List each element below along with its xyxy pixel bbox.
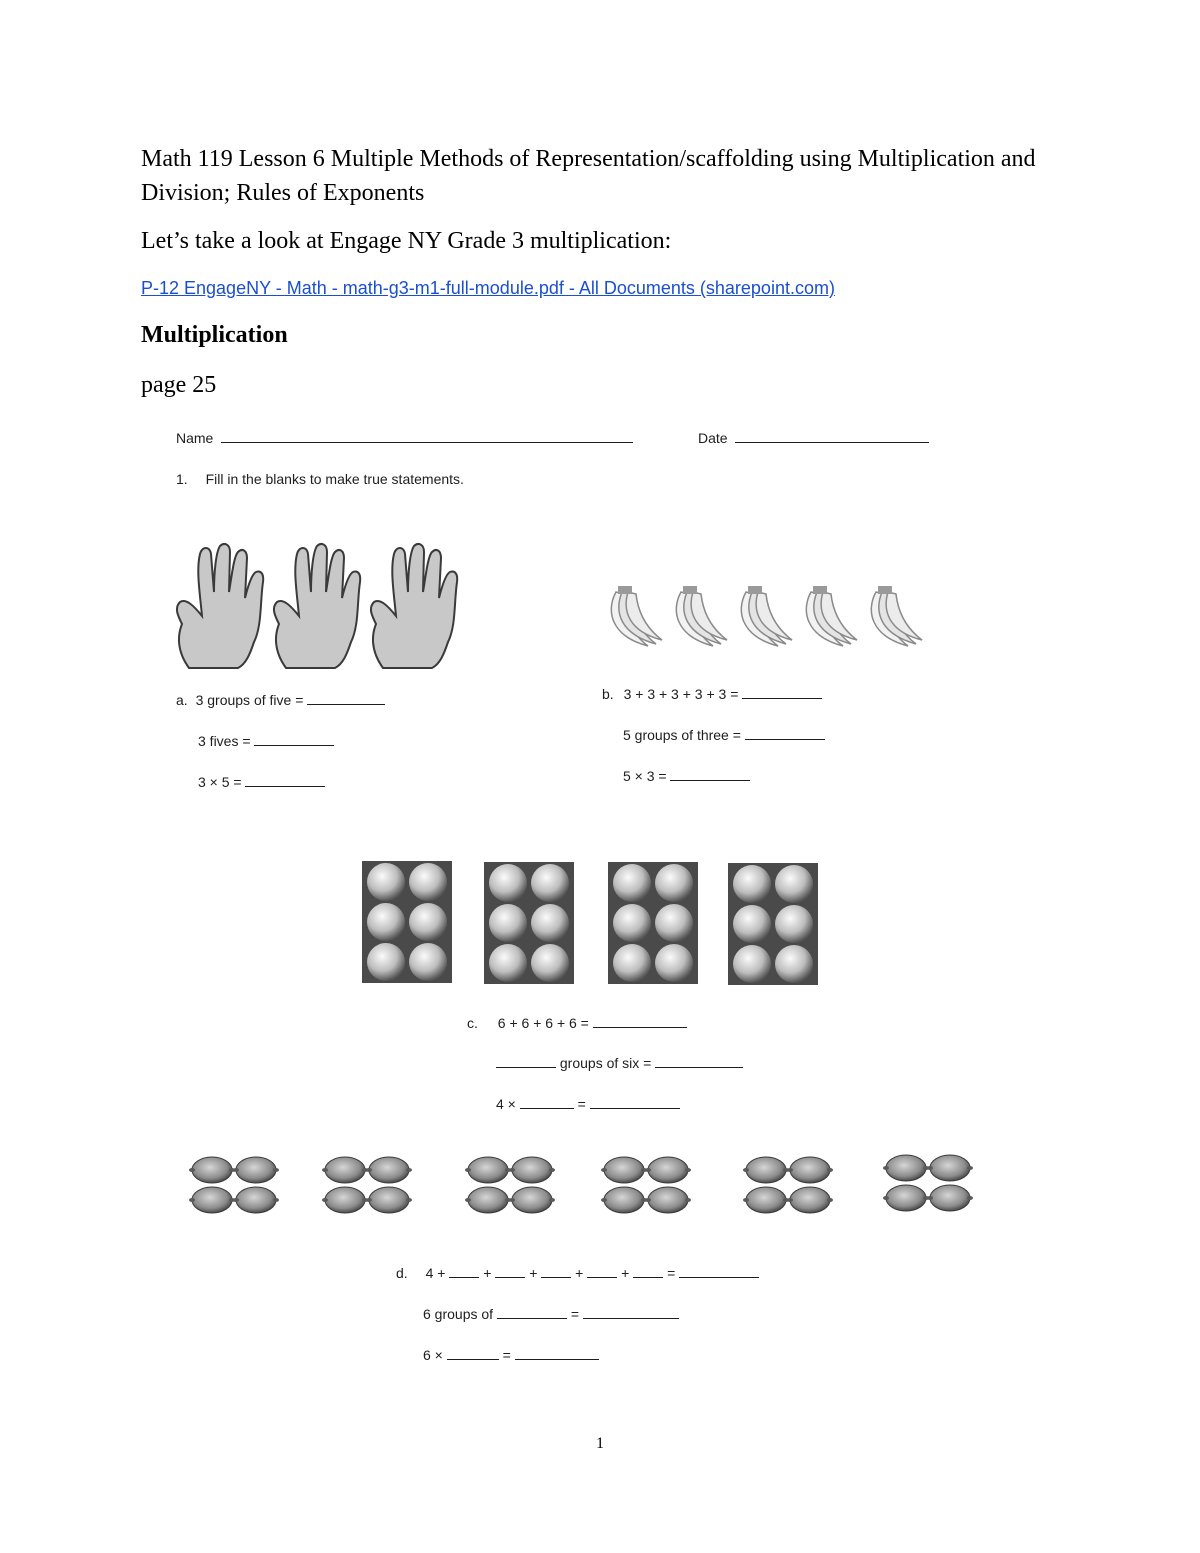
part-d-label: d. xyxy=(396,1265,408,1281)
equals-sign: = xyxy=(577,1096,586,1112)
section-heading: Multiplication xyxy=(141,322,288,348)
answer-blank xyxy=(679,1263,759,1278)
hand-icon xyxy=(274,544,360,668)
banana-bunch-icon xyxy=(611,586,662,646)
hand-icon xyxy=(371,544,457,668)
question-1 xyxy=(176,471,464,487)
part-d-text-1: 4 + xyxy=(425,1265,446,1281)
egg-cartons-image xyxy=(360,858,822,986)
plus-sign: + xyxy=(483,1265,492,1281)
part-b-text-2: 5 groups of three = xyxy=(623,727,741,743)
intro-text: Let’s take a look at Engage NY Grade 3 multiplication: xyxy=(141,228,672,254)
answer-blank xyxy=(633,1263,663,1278)
part-a-text-3: 3 × 5 = xyxy=(198,774,242,790)
answer-blank xyxy=(245,772,325,787)
part-b-label: b. xyxy=(602,686,614,702)
answer-blank xyxy=(655,1053,743,1068)
part-b-line-3 xyxy=(623,766,750,784)
banana-bunch-icon xyxy=(871,586,922,646)
part-a-line-2 xyxy=(198,731,334,749)
lemon-group-icon xyxy=(883,1155,973,1211)
banana-bunch-icon xyxy=(806,586,857,646)
name-label: Name xyxy=(176,430,214,446)
part-d-text-2: 6 groups of xyxy=(423,1306,494,1322)
egg-carton-icon xyxy=(484,862,574,984)
equals-sign: = xyxy=(570,1306,580,1322)
page-reference: page 25 xyxy=(141,372,217,398)
lemon-group-icon xyxy=(322,1157,412,1213)
answer-blank xyxy=(497,1304,567,1319)
lemon-group-icon xyxy=(743,1157,833,1213)
answer-blank xyxy=(515,1345,599,1360)
part-b-line-2 xyxy=(623,725,825,743)
answer-blank xyxy=(587,1263,617,1278)
banana-bunch-icon xyxy=(741,586,792,646)
part-a-text-1: 3 groups of five = xyxy=(195,692,304,708)
part-d-line-1 xyxy=(396,1263,759,1281)
lemon-group-icon xyxy=(189,1157,279,1213)
lemon-group-icon xyxy=(601,1157,691,1213)
answer-blank xyxy=(307,690,385,705)
part-c-text-1: 6 + 6 + 6 + 6 = xyxy=(497,1015,589,1031)
answer-blank xyxy=(254,731,334,746)
plus-sign: + xyxy=(529,1265,538,1281)
part-c-line-3 xyxy=(496,1094,680,1112)
name-blank xyxy=(221,428,633,443)
hand-icon xyxy=(177,544,263,668)
date-blank xyxy=(735,428,929,443)
part-c-text-3: 4 × xyxy=(496,1096,516,1112)
answer-blank xyxy=(590,1094,680,1109)
part-b-line-1 xyxy=(602,684,822,702)
part-d-text-3: 6 × xyxy=(423,1347,443,1363)
date-line xyxy=(698,428,929,446)
part-d-line-2 xyxy=(423,1304,679,1322)
hands-image xyxy=(170,540,470,670)
lemons-image xyxy=(184,1154,978,1220)
part-a-line-3 xyxy=(198,772,325,790)
egg-carton-icon xyxy=(728,863,818,985)
answer-blank xyxy=(496,1053,556,1068)
question-number: 1. xyxy=(176,471,188,487)
banana-bunch-icon xyxy=(676,586,727,646)
answer-blank xyxy=(449,1263,479,1278)
equals-sign: = xyxy=(667,1265,676,1281)
date-label: Date xyxy=(698,430,728,446)
page-number: 1 xyxy=(596,1435,604,1452)
part-a-line-1 xyxy=(176,690,385,708)
equals-sign: = xyxy=(502,1347,511,1363)
part-a-label: a. xyxy=(176,692,188,708)
part-c-line-1 xyxy=(467,1013,687,1031)
question-text: Fill in the blanks to make true statements. xyxy=(205,471,464,487)
answer-blank xyxy=(520,1094,574,1109)
part-b-text-3: 5 × 3 = xyxy=(623,768,667,784)
part-c-label: c. xyxy=(467,1015,478,1031)
answer-blank xyxy=(583,1304,679,1319)
answer-blank xyxy=(593,1013,687,1028)
answer-blank xyxy=(447,1345,499,1360)
document-title: Math 119 Lesson 6 Multiple Methods of Representation/scaffolding using Multiplication and Division; Rules of Exponents xyxy=(141,146,1036,206)
plus-sign: + xyxy=(575,1265,584,1281)
answer-blank xyxy=(742,684,822,699)
part-a-text-2: 3 fives = xyxy=(198,733,251,749)
part-c-text-2: groups of six = xyxy=(559,1055,652,1071)
plus-sign: + xyxy=(621,1265,630,1281)
part-c-line-2 xyxy=(496,1053,743,1071)
answer-blank xyxy=(495,1263,525,1278)
egg-carton-icon xyxy=(362,861,452,983)
answer-blank xyxy=(541,1263,571,1278)
name-line xyxy=(176,428,633,446)
bananas-image xyxy=(600,582,926,652)
part-b-text-1: 3 + 3 + 3 + 3 + 3 = xyxy=(623,686,739,702)
answer-blank xyxy=(670,766,750,781)
part-d-line-3 xyxy=(423,1345,599,1363)
lemon-group-icon xyxy=(465,1157,555,1213)
answer-blank xyxy=(745,725,825,740)
module-link[interactable]: P-12 EngageNY - Math - math-g3-m1-full-module.pdf - All Documents (sharepoint.com) xyxy=(141,278,835,298)
egg-carton-icon xyxy=(608,862,698,984)
